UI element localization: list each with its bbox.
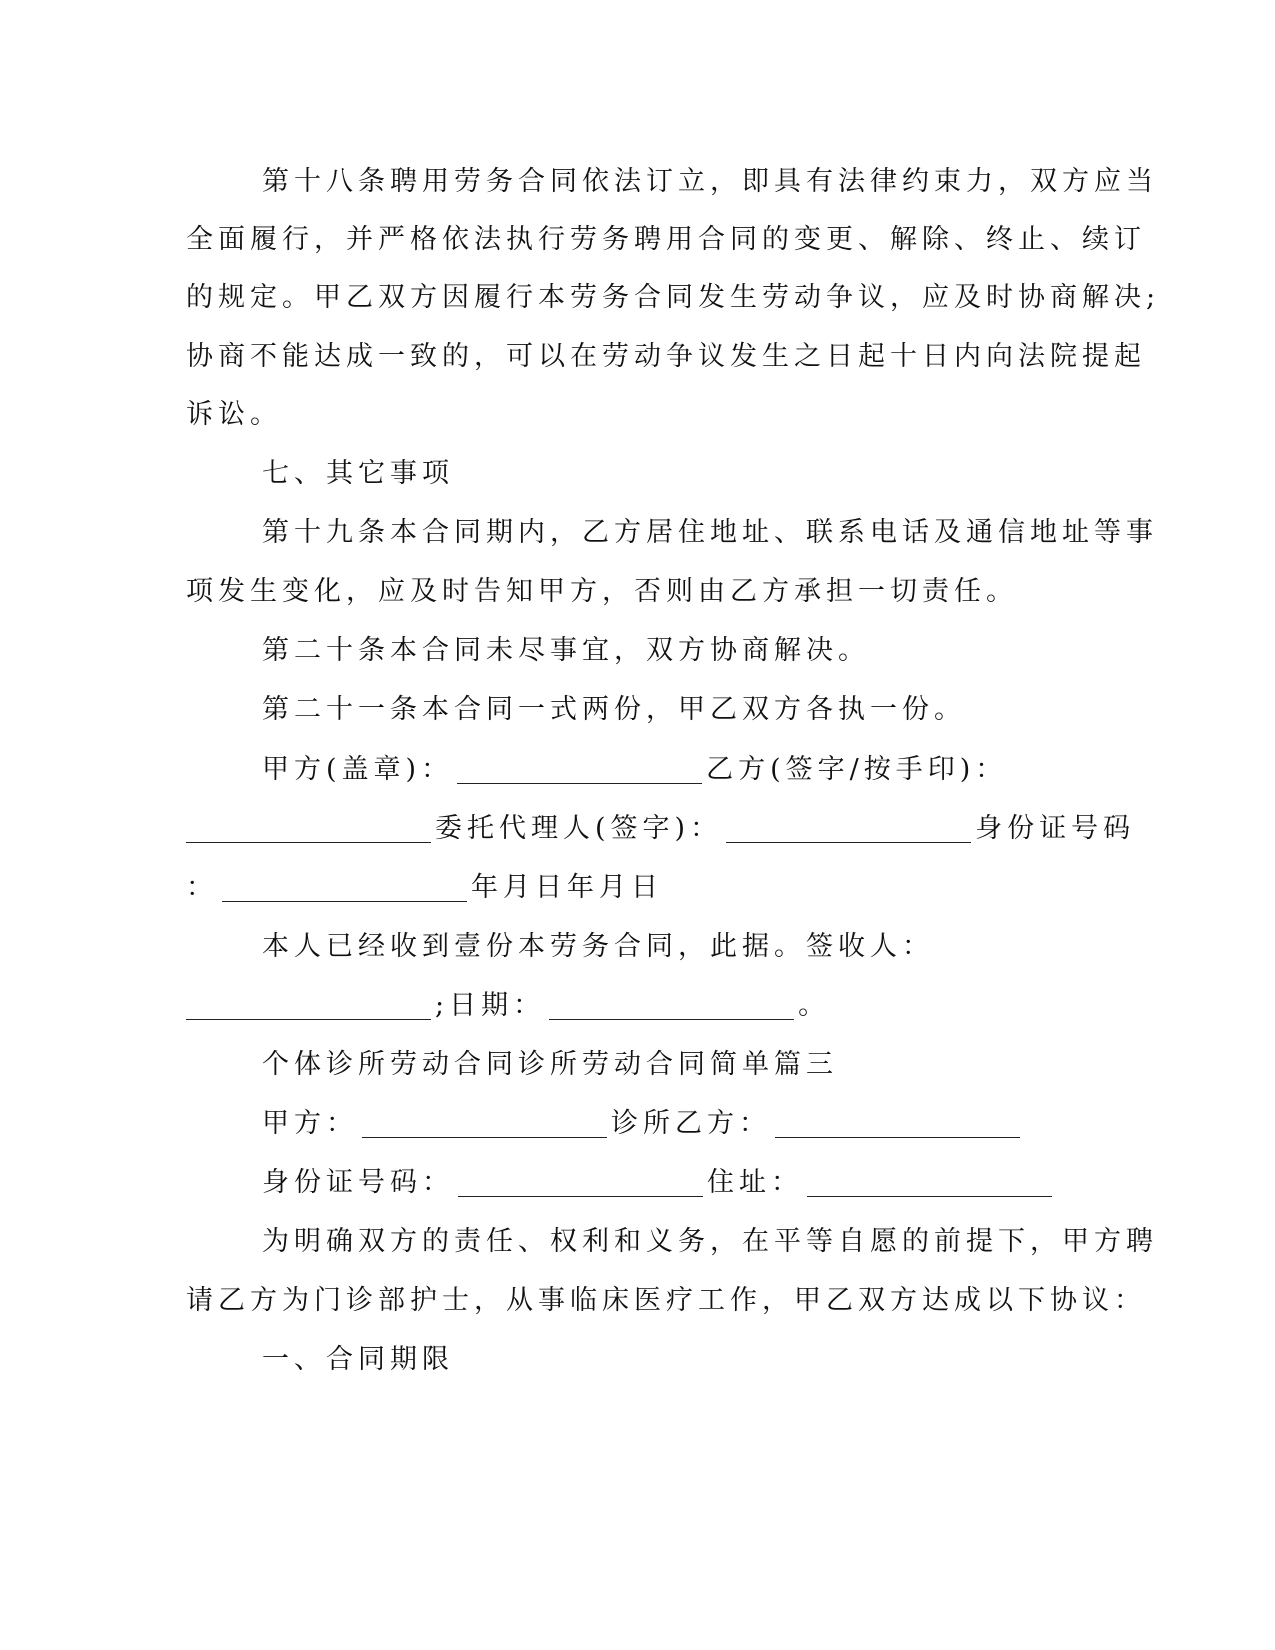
article-18-line-1: 第十八条聘用劳务合同依法订立，即具有法律约束力，双方应当 — [262, 166, 1158, 197]
article-20: 第二十条本合同未尽事宜，双方协商解决。 — [262, 635, 870, 666]
article-19-line-1: 第十九条本合同期内，乙方居住地址、联系电话及通信地址等事 — [262, 517, 1158, 548]
contract-term-heading: 一、合同期限 — [262, 1344, 454, 1375]
id-colon: ： — [186, 872, 218, 903]
article-18-line-3: 的规定。甲乙双方因履行本劳务合同发生劳动争议，应及时协商解决; — [186, 282, 1161, 313]
id-number-label-2: 身份证号码： — [262, 1167, 454, 1198]
article-19-line-2: 项发生变化，应及时告知甲方，否则由乙方承担一切责任。 — [186, 576, 1018, 607]
section-heading-other-matters: 七、其它事项 — [262, 458, 454, 489]
intro-line-1: 为明确双方的责任、权利和义务，在平等自愿的前提下，甲方聘 — [262, 1226, 1158, 1257]
receipt-line-1: 本人已经收到壹份本劳务合同，此据。签收人： — [262, 931, 934, 962]
signature-line-1 — [262, 750, 1007, 790]
receipt-date-label: ;日期： — [435, 990, 546, 1021]
party-a-label: 甲方： — [262, 1108, 358, 1139]
article-18-line-5: 诉讼。 — [186, 399, 282, 430]
section-3-title: 个体诊所劳动合同诊所劳动合同简单篇三 — [262, 1049, 838, 1080]
agent-sign-label: 委托代理人(签字)： — [435, 813, 723, 844]
article-18-line-2: 全面履行，并严格依法执行劳务聘用合同的变更、解除、终止、续订 — [186, 224, 1146, 255]
id-number-blank[interactable] — [222, 873, 467, 902]
signee-blank[interactable] — [186, 991, 431, 1020]
signature-line-3 — [186, 868, 663, 908]
clinic-party-b-label: 诊所乙方： — [611, 1108, 771, 1139]
party-a-seal-blank[interactable] — [457, 755, 702, 784]
intro-line-2: 请乙方为门诊部护士，从事临床医疗工作，甲乙双方达成以下协议： — [186, 1285, 1146, 1316]
party-b-sign-label: 乙方(签字/按手印)： — [706, 754, 1008, 785]
date-labels: 年月日年月日 — [471, 872, 663, 903]
party-b-blank[interactable] — [775, 1109, 1020, 1138]
party-a-blank[interactable] — [362, 1109, 607, 1138]
article-18-line-4: 协商不能达成一致的，可以在劳动争议发生之日起十日内向法院提起 — [186, 341, 1146, 372]
receipt-date-blank[interactable] — [549, 991, 794, 1020]
signature-line-2 — [186, 809, 1135, 849]
address-label: 住址： — [707, 1167, 803, 1198]
id-number-blank-2[interactable] — [458, 1168, 703, 1197]
party-a-seal-label: 甲方(盖章)： — [262, 754, 454, 785]
article-21: 第二十一条本合同一式两份，甲乙双方各执一份。 — [262, 694, 966, 725]
parties-line — [262, 1104, 1024, 1144]
receipt-end-mark: 。 — [798, 990, 831, 1021]
address-blank[interactable] — [807, 1168, 1052, 1197]
agent-sign-blank[interactable] — [726, 814, 971, 843]
id-address-line — [262, 1163, 1056, 1203]
party-b-sign-blank[interactable] — [186, 814, 431, 843]
receipt-line-2 — [186, 986, 830, 1026]
id-number-label: 身份证号码 — [975, 813, 1136, 844]
